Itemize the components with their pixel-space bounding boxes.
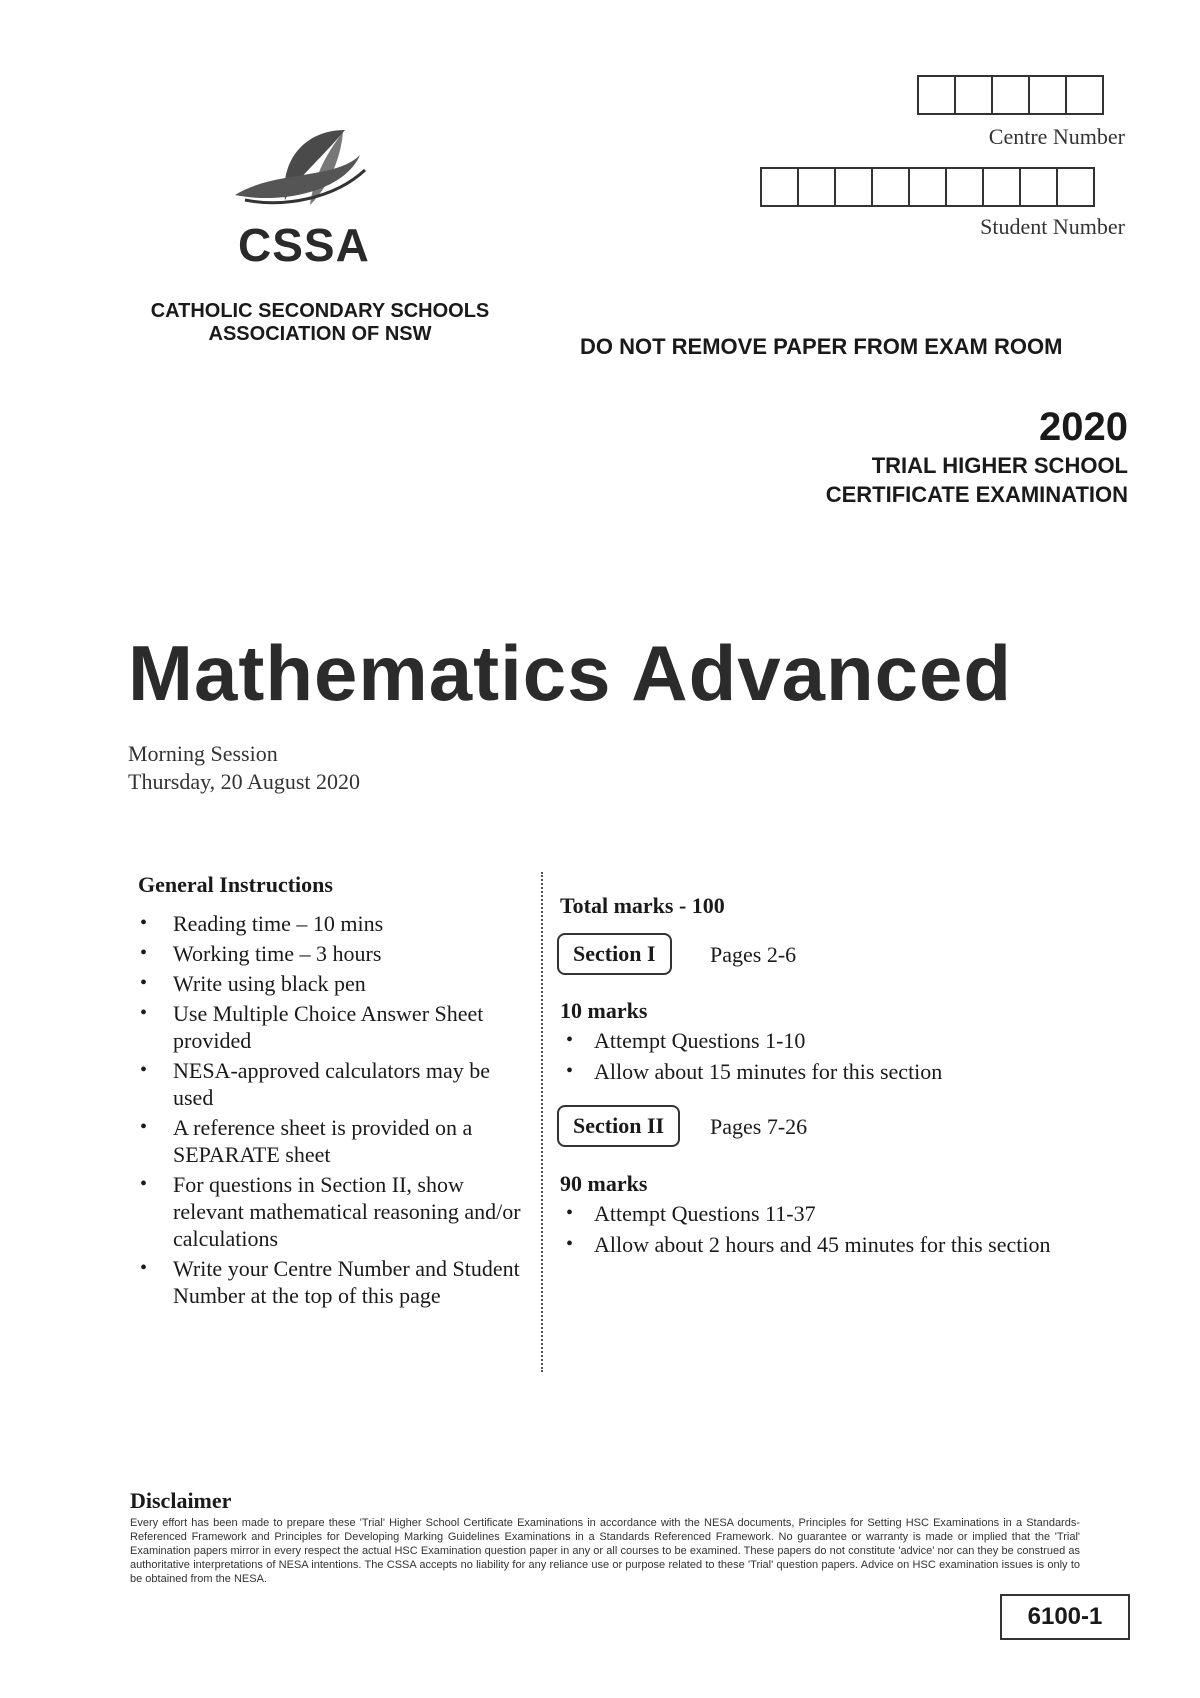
list-item: • Allow about 15 minutes for this section xyxy=(566,1056,942,1087)
centre-number-cell[interactable] xyxy=(991,75,1030,115)
disclaimer-text: Every effort has been made to prepare these 'Trial' Higher School Certificate Examinations in accordance with the NESA documents, Principles for Setting HSC Examinations in a Standards-Referenced Framework and Principles for Developing Marking Guidelines Examinations in a Standards Referenced Framework. No guarantee or warranty is made or implied that the 'Trial' Examination papers mirror in every respect the actual HSC Examination question paper in any or all courses to be examined. These papers do not constitute 'advice' nor can they be construed as authoritative interpretations of NESA intentions. The CSSA accepts no liability for any reliance use or purpose related to these 'Trial' question papers. Advice on HSC examination issues is only to be obtained from the NESA. xyxy=(130,1517,1080,1585)
list-item: • Reading time – 10 mins xyxy=(140,910,530,937)
organisation-line-1: CATHOLIC SECONDARY SCHOOLS xyxy=(150,300,490,322)
student-number-cell[interactable] xyxy=(760,167,799,207)
student-number-cell[interactable] xyxy=(1056,167,1095,207)
centre-number-cell[interactable] xyxy=(917,75,956,115)
organisation-line-2: ASSOCIATION OF NSW xyxy=(208,323,432,345)
list-item: • NESA-approved calculators may be used xyxy=(140,1057,530,1111)
exam-year: 2020 xyxy=(1039,405,1128,449)
section-1-marks: 10 marks xyxy=(560,998,648,1023)
list-item: • Allow about 2 hours and 45 minutes for this section xyxy=(566,1229,1050,1260)
student-number-boxes[interactable] xyxy=(762,167,1095,207)
student-number-cell[interactable] xyxy=(982,167,1021,207)
exam-name-line-2: CERTIFICATE EXAMINATION xyxy=(825,482,1128,507)
centre-number-label: Centre Number xyxy=(988,124,1125,149)
student-number-cell[interactable] xyxy=(1019,167,1058,207)
student-number-label: Student Number xyxy=(980,214,1125,239)
list-item: • Attempt Questions 1-10 xyxy=(566,1025,942,1056)
session-info xyxy=(128,740,360,796)
paper-code: 6100-1 xyxy=(1000,1594,1130,1640)
student-number-cell[interactable] xyxy=(908,167,947,207)
session-name: Morning Session xyxy=(128,741,278,766)
general-instructions-list xyxy=(140,910,530,1312)
column-divider xyxy=(541,872,543,1372)
student-number-cell[interactable] xyxy=(871,167,910,207)
section-2-pages: Pages 7-26 xyxy=(710,1114,808,1139)
general-instructions-heading: General Instructions xyxy=(138,872,333,897)
list-item: • Write using black pen xyxy=(140,970,530,997)
student-number-cell[interactable] xyxy=(834,167,873,207)
student-number-cell[interactable] xyxy=(797,167,836,207)
list-item: • For questions in Section II, show relevant mathematical reasoning and/or calculations xyxy=(140,1171,530,1252)
student-number-cell[interactable] xyxy=(945,167,984,207)
centre-number-boxes[interactable] xyxy=(919,75,1104,115)
section-1-pages: Pages 2-6 xyxy=(710,942,797,967)
session-date: Thursday, 20 August 2020 xyxy=(128,769,361,794)
section-1-list xyxy=(566,1025,942,1087)
exam-name-line-1: TRIAL HIGHER SCHOOL xyxy=(871,453,1128,478)
list-item: • Working time – 3 hours xyxy=(140,940,530,967)
list-item: • Write your Centre Number and Student Number at the top of this page xyxy=(140,1255,530,1309)
section-2-list xyxy=(566,1198,1050,1260)
centre-number-cell[interactable] xyxy=(954,75,993,115)
exam-name xyxy=(700,451,1128,509)
centre-number-cell[interactable] xyxy=(1028,75,1067,115)
list-item: • Attempt Questions 11-37 xyxy=(566,1198,1050,1229)
centre-number-cell[interactable] xyxy=(1065,75,1104,115)
disclaimer-heading: Disclaimer xyxy=(130,1488,232,1513)
exam-room-notice: DO NOT REMOVE PAPER FROM EXAM ROOM xyxy=(580,334,1063,359)
logo-text: CSSA xyxy=(238,219,370,271)
section-2-marks: 90 marks xyxy=(560,1171,648,1196)
section-1-label: Section I xyxy=(557,933,672,975)
page-title: Mathematics Advanced xyxy=(128,629,1013,717)
total-marks: Total marks - 100 xyxy=(560,893,725,918)
section-2-label: Section II xyxy=(557,1105,680,1147)
organisation-name xyxy=(120,300,520,346)
list-item: • Use Multiple Choice Answer Sheet provided xyxy=(140,1000,530,1054)
list-item: • A reference sheet is provided on a SEPARATE sheet xyxy=(140,1114,530,1168)
